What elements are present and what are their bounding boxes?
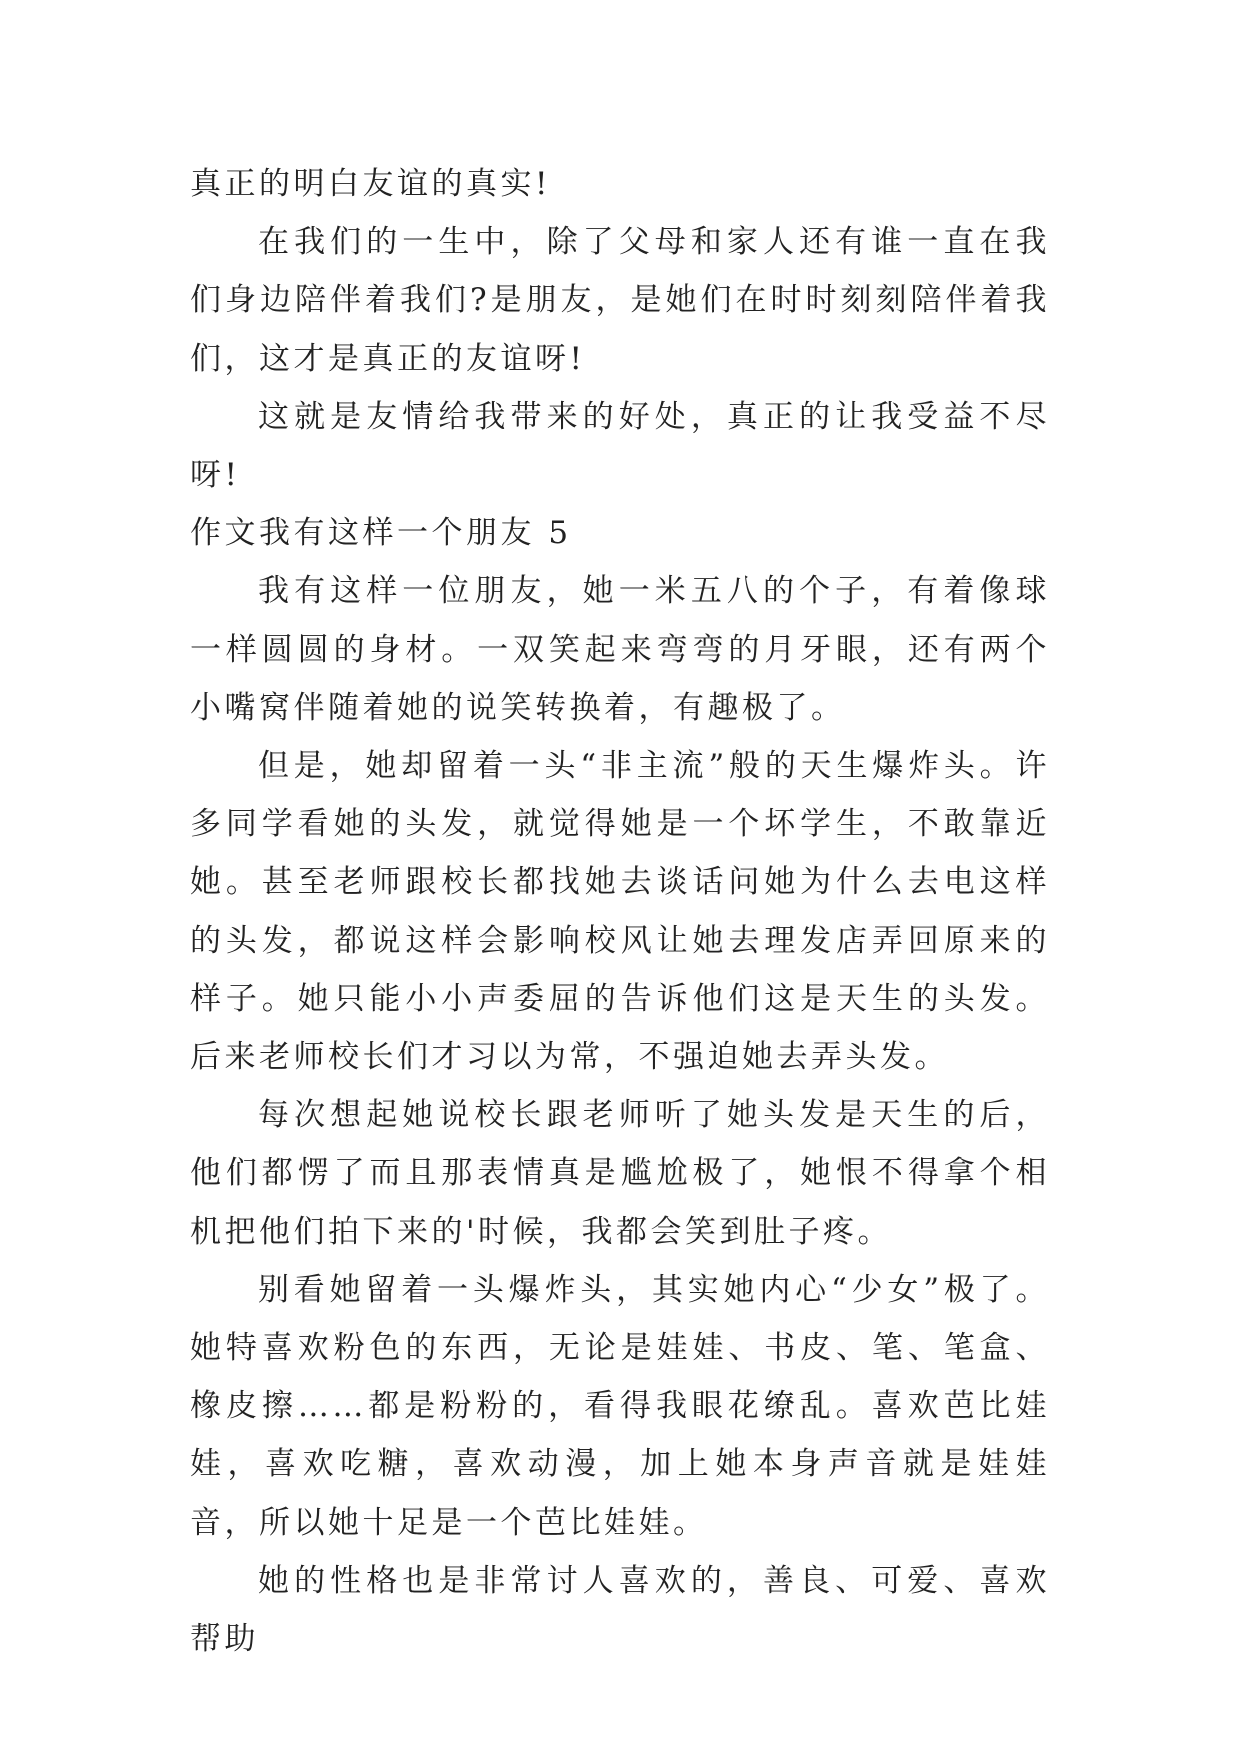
paragraph-3: 这就是友情给我带来的好处，真正的让我受益不尽呀! [190, 398, 1050, 494]
paragraph-1: 真正的明白友谊的真实! [190, 166, 551, 202]
document-body [190, 155, 1050, 1668]
paragraph-5: 但是，她却留着一头“非主流”般的天生爆炸头。许多同学看她的头发，就觉得她是一个坏学生，不敢靠近她。甚至老师跟校长都找她去谈话问她为什么去电这样的头发，都说这样会影响校风让她去理发店弄回原来的样子。她只能小小声委屈的告诉他们这是天生的头发。后来老师校长们才习以为常，不强迫她去弄头发。 [190, 748, 1050, 1076]
paragraph-6: 每次想起她说校长跟老师听了她头发是天生的后，他们都愣了而且那表情真是尴尬极了，她恨不得拿个相机把他们拍下来的'时候，我都会笑到肚子疼。 [190, 1097, 1050, 1250]
paragraph-8: 她的性格也是非常讨人喜欢的，善良、可爱、喜欢帮助 [190, 1562, 1050, 1658]
section-heading: 作文我有这样一个朋友 5 [190, 515, 572, 552]
paragraph-4: 我有这样一位朋友，她一米五八的个子，有着像球一样圆圆的身材。一双笑起来弯弯的月牙眼，还有两个小嘴窝伴随着她的说笑转换着，有趣极了。 [190, 573, 1050, 726]
paragraph-2: 在我们的一生中，除了父母和家人还有谁一直在我们身边陪伴着我们?是朋友，是她们在时时刻刻陪伴着我们，这才是真正的友谊呀! [190, 224, 1050, 377]
paragraph-7: 别看她留着一头爆炸头，其实她内心“少女”极了。她特喜欢粉色的东西，无论是娃娃、书皮、笔、笔盒、橡皮擦……都是粉粉的，看得我眼花缭乱。喜欢芭比娃娃，喜欢吃糖，喜欢动漫，加上她本身声音就是娃娃音，所以她十足是一个芭比娃娃。 [190, 1271, 1050, 1541]
